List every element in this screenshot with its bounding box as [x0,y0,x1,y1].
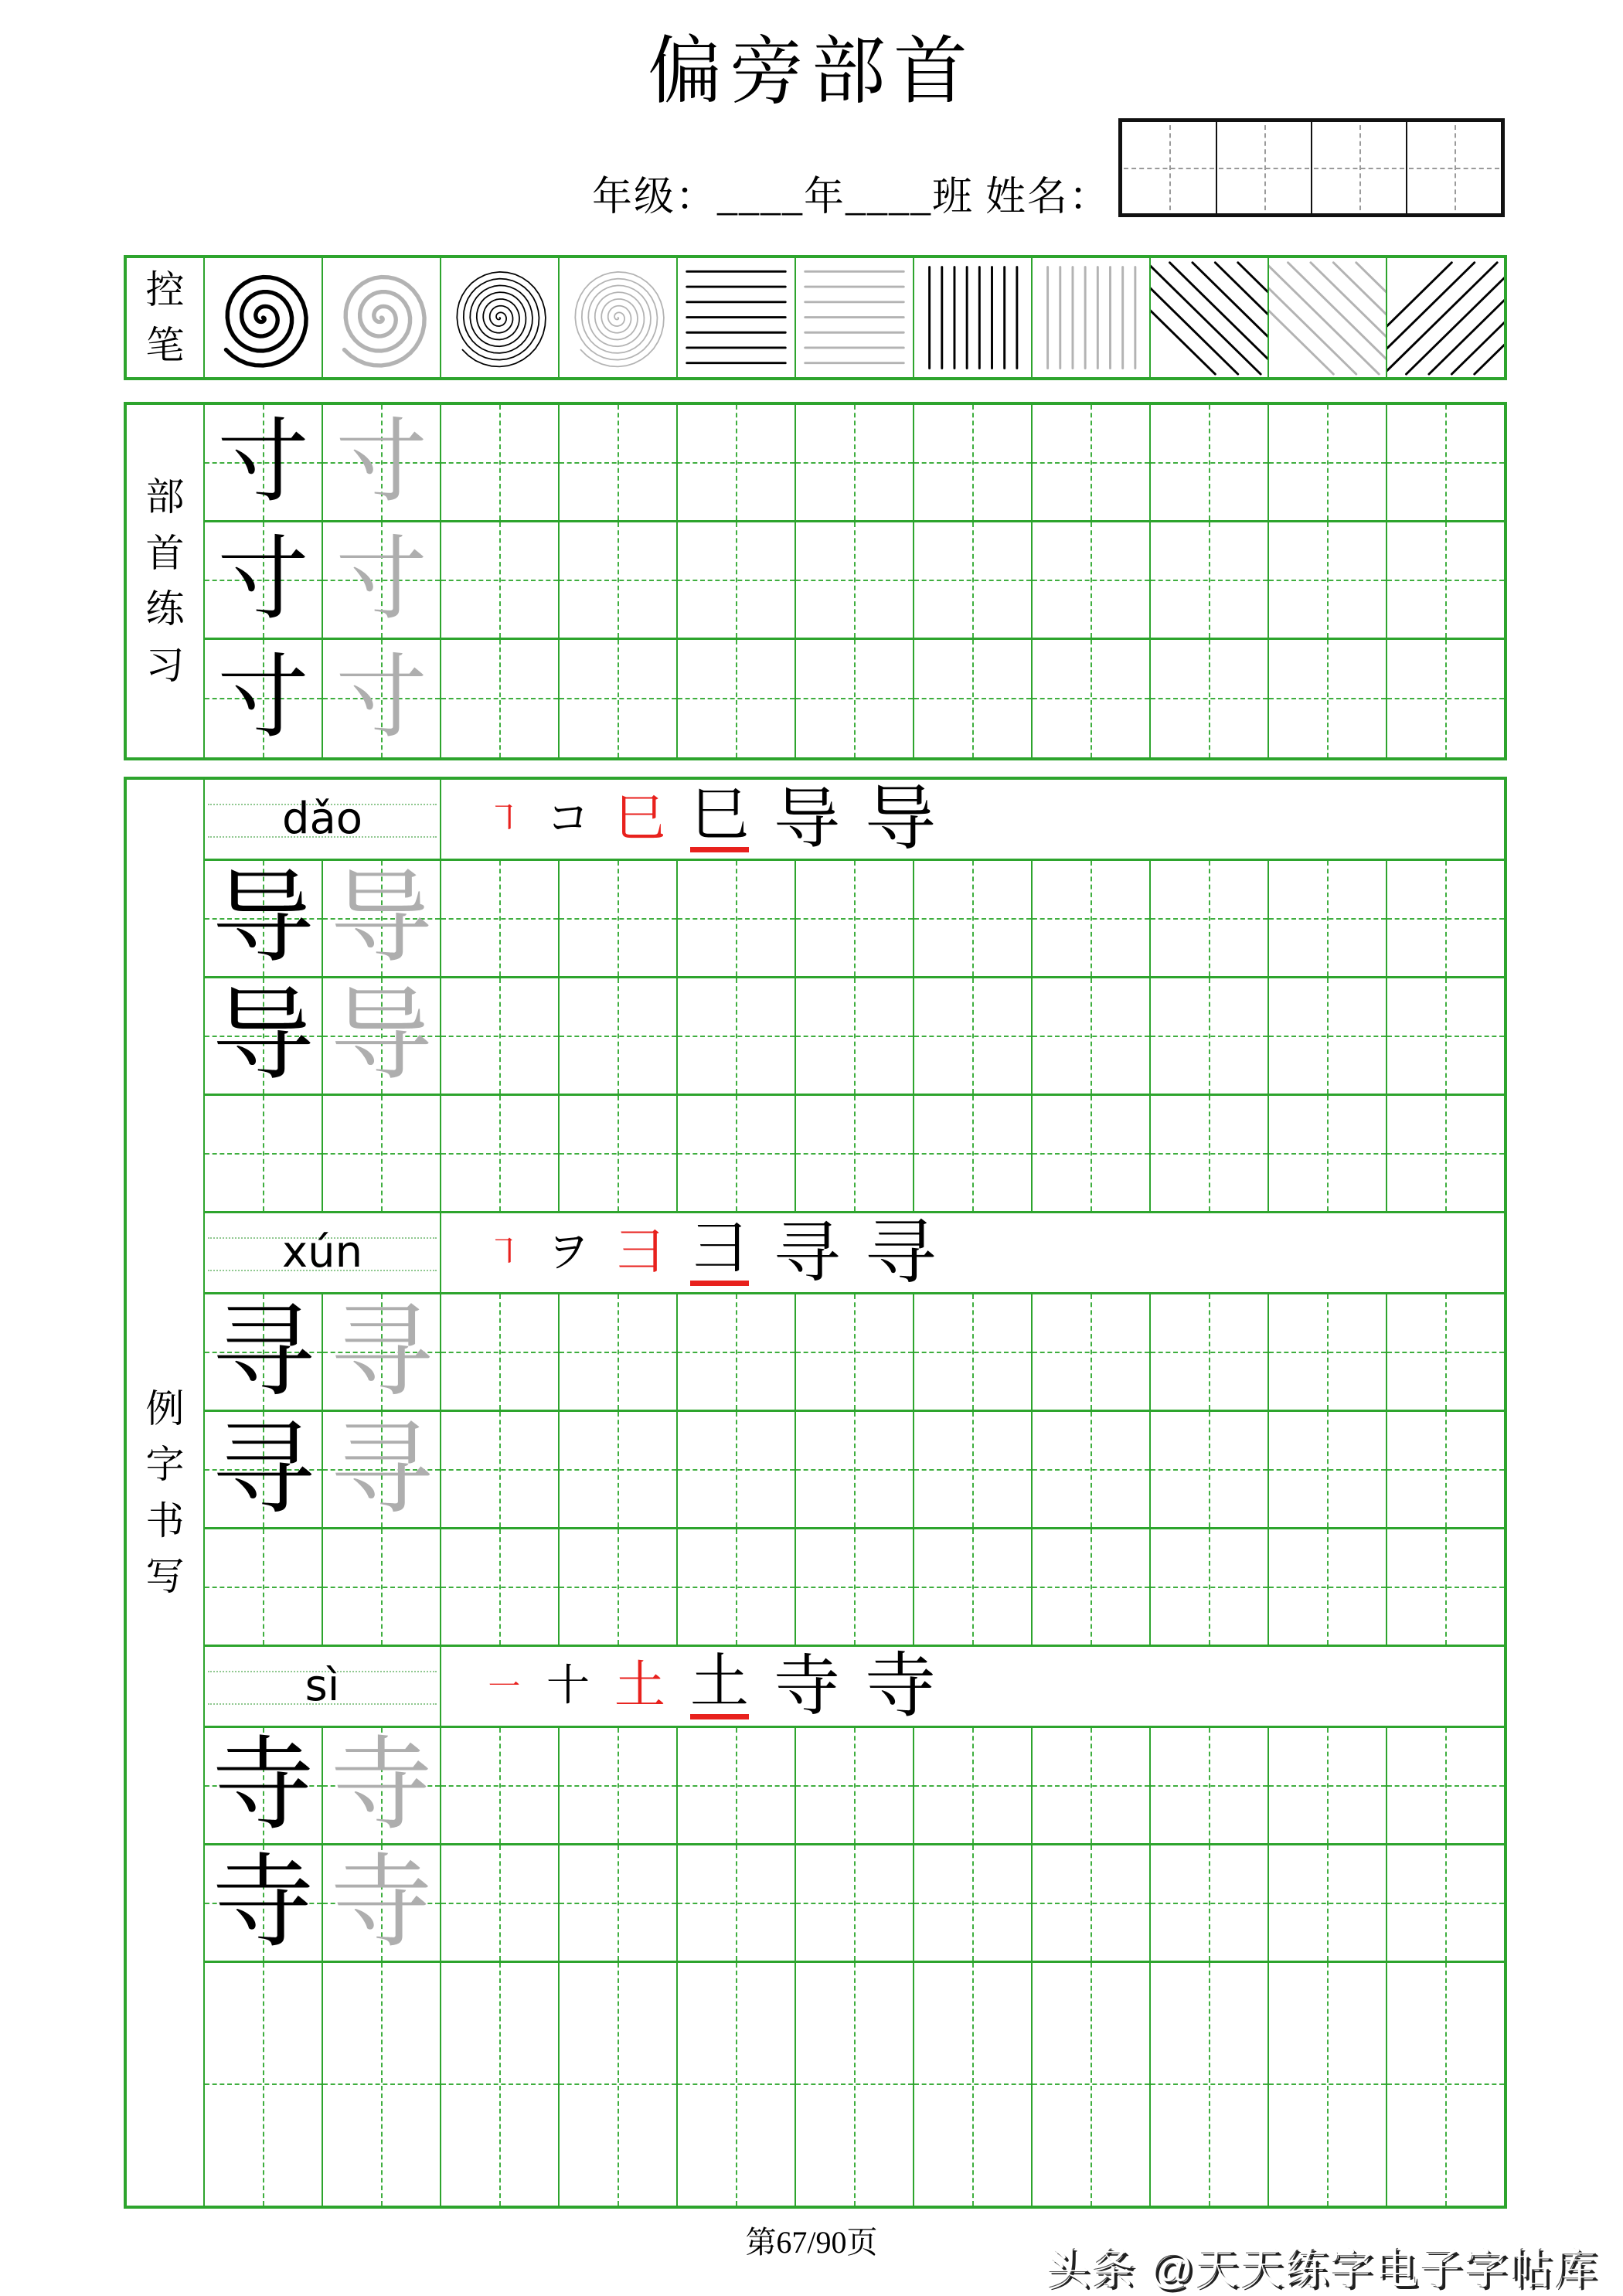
trace-char: 导 [330,978,433,1093]
empty-practice-cell [796,640,914,757]
stroke-order-sequence [441,1213,1504,1292]
pen-pattern-lines-vertical-black [914,258,1033,377]
empty-practice-cell [796,1294,914,1410]
empty-practice-cell [1033,640,1151,757]
example-char-cell [205,1845,323,1961]
pinyin-cell [205,1213,441,1292]
name-writing-grid [1118,118,1505,217]
empty-practice-cell [1387,978,1504,1094]
empty-practice-cell [441,1728,560,1843]
empty-practice-cell [441,861,560,976]
name-grid-cell [1217,122,1312,213]
radical-practice-label: 部首练习 [127,405,205,757]
empty-practice-cell [441,640,560,757]
pinyin-text: sì [305,1661,340,1711]
empty-practice-cell [1269,861,1387,976]
empty-practice-cell [1033,978,1151,1094]
example-writing-grid [205,780,1504,2206]
empty-practice-cell [1387,522,1504,638]
empty-practice-cell [1151,1294,1269,1410]
pinyin-cell [205,1647,441,1726]
name-grid-cell [1122,122,1217,213]
empty-practice-cell [678,861,796,976]
empty-practice-cell [560,1529,678,1645]
example-writing-row [205,1412,1504,1529]
example-char: 寸 [217,648,309,749]
empty-practice-cell [914,1963,1033,2206]
empty-practice-row [205,1096,1504,1213]
trace-char-cell [323,1845,441,1961]
stroke-step: 导 [774,782,840,856]
example-writing-row [205,978,1504,1096]
empty-practice-cell [441,1963,560,2206]
empty-practice-cell [1033,861,1151,976]
watermark-text: 头条 @天天练字电子字帖库 [1046,2244,1598,2293]
example-char-cell [205,1529,323,1645]
empty-practice-row [205,1963,1504,2206]
radical-practice-row [205,522,1504,640]
empty-practice-cell [1387,640,1504,757]
trace-char: 寻 [330,1294,433,1409]
pen-pattern-lines-vertical-gray [1033,258,1151,377]
trace-char: 导 [330,861,433,975]
empty-practice-cell [1269,1529,1387,1645]
empty-practice-cell [441,1845,560,1961]
trace-char-cell [323,1412,441,1527]
empty-practice-cell [560,978,678,1094]
empty-practice-cell [560,640,678,757]
pen-pattern-lines-horizontal-black [678,258,796,377]
empty-practice-cell [914,1294,1033,1410]
stroke-step: 土 [614,1658,665,1714]
empty-practice-cell [796,1529,914,1645]
empty-practice-cell [1269,1096,1387,1211]
trace-char: 寸 [335,648,427,749]
stroke-order-sequence [441,780,1504,859]
empty-practice-cell [914,522,1033,638]
empty-practice-cell [796,1845,914,1961]
stroke-step: 彐 [614,1224,665,1281]
stroke-step: 寺 [865,1647,937,1726]
stroke-step: 寺 [774,1649,840,1723]
example-char: 寸 [217,529,309,631]
trace-char-cell [323,861,441,976]
empty-practice-cell [678,1294,796,1410]
empty-practice-cell [1033,1845,1151,1961]
example-writing-row [205,1728,1504,1845]
empty-practice-cell [1387,1529,1504,1645]
empty-practice-cell [1033,1963,1151,2206]
empty-practice-cell [678,640,796,757]
example-char-cell [205,1096,323,1211]
pinyin-stroke-row [205,780,1504,861]
empty-practice-cell [914,1728,1033,1843]
pen-pattern-lines-diagonal-up-black [1387,258,1504,377]
page-number: 第67/90页 [745,2225,878,2260]
pinyin-cell [205,780,441,859]
example-char-cell [205,1294,323,1410]
stroke-step: 十 [546,1662,590,1710]
empty-practice-cell [914,1529,1033,1645]
radical-practice-row [205,405,1504,522]
empty-practice-cell [441,978,560,1094]
empty-practice-cell [678,1963,796,2206]
empty-practice-cell [678,978,796,1094]
example-char-cell [205,522,323,638]
empty-practice-cell [560,1845,678,1961]
empty-practice-cell [1151,1845,1269,1961]
pen-pattern-spiral-fine-black [441,258,560,377]
stroke-step: ㇕ [486,1233,522,1272]
empty-practice-cell [914,1845,1033,1961]
trace-char: 寺 [330,1845,433,1960]
empty-practice-cell [1033,1529,1151,1645]
trace-char-cell [323,405,441,520]
example-char: 导 [212,861,315,975]
empty-practice-cell [678,1845,796,1961]
empty-practice-cell [678,1412,796,1527]
empty-practice-cell [1387,1412,1504,1527]
example-char: 寺 [212,1728,315,1842]
empty-practice-cell [441,1294,560,1410]
example-writing-label: 例字书写 [127,780,205,2206]
example-char-cell [205,978,323,1094]
pen-control-section [124,255,1507,380]
empty-practice-cell [1387,405,1504,520]
stroke-step: コ [546,795,590,843]
example-char-cell [205,1412,323,1527]
empty-practice-cell [1033,1294,1151,1410]
example-char-cell [205,1963,323,2206]
stroke-step: ヲ [546,1229,590,1277]
example-char-cell [205,861,323,976]
empty-practice-row [205,1529,1504,1647]
empty-practice-cell [560,861,678,976]
example-char: 寻 [212,1294,315,1409]
stroke-step: 导 [865,780,937,859]
empty-practice-cell [560,522,678,638]
example-writing-section [124,777,1507,2209]
empty-practice-cell [1269,1294,1387,1410]
pinyin-stroke-row [205,1213,1504,1294]
radical-practice-row [205,640,1504,757]
stroke-order-sequence [441,1647,1504,1726]
pinyin-text: xún [281,1227,363,1277]
empty-practice-cell [796,522,914,638]
empty-practice-cell [1387,1845,1504,1961]
pen-control-label: 控笔 [127,258,205,377]
empty-practice-cell [678,1096,796,1211]
pen-pattern-spiral-coarse-gray [323,258,441,377]
radical-practice-grid [205,405,1504,757]
radical-practice-section [124,402,1507,760]
pen-pattern-spiral-coarse-black [205,258,323,377]
empty-practice-cell [441,522,560,638]
trace-char-cell [323,1096,441,1211]
empty-practice-cell [1151,1728,1269,1843]
empty-practice-cell [1151,861,1269,976]
empty-practice-cell [441,1096,560,1211]
name-grid-cell [1407,122,1501,213]
empty-practice-cell [1269,978,1387,1094]
empty-practice-cell [914,978,1033,1094]
empty-practice-cell [1387,1096,1504,1211]
empty-practice-cell [796,1963,914,2206]
empty-practice-cell [560,1963,678,2206]
empty-practice-cell [678,405,796,520]
pen-pattern-lines-diagonal-down-gray [1269,258,1387,377]
empty-practice-cell [678,1529,796,1645]
trace-char: 寻 [330,1412,433,1526]
empty-practice-cell [1033,1096,1151,1211]
empty-practice-cell [441,1412,560,1527]
empty-practice-cell [560,1294,678,1410]
trace-char-cell [323,1728,441,1843]
example-writing-row [205,861,1504,978]
empty-practice-cell [1151,978,1269,1094]
stroke-step: 寻 [865,1213,937,1292]
empty-practice-cell [914,1412,1033,1527]
stroke-step: ㇕ [486,799,522,838]
trace-char-cell [323,978,441,1094]
pinyin-stroke-row [205,1647,1504,1728]
empty-practice-cell [1269,1963,1387,2206]
empty-practice-cell [1151,1529,1269,1645]
pen-control-grid [205,258,1504,377]
empty-practice-cell [796,1412,914,1527]
empty-practice-cell [560,1412,678,1527]
trace-char-cell [323,1294,441,1410]
example-char: 寸 [217,411,309,513]
example-writing-row [205,1294,1504,1412]
empty-practice-cell [1033,522,1151,638]
example-char-cell [205,1728,323,1843]
empty-practice-cell [1151,1412,1269,1527]
example-writing-row [205,1845,1504,1963]
pen-pattern-spiral-fine-gray [560,258,678,377]
empty-practice-cell [1033,405,1151,520]
empty-practice-cell [1387,1728,1504,1843]
empty-practice-cell [1269,522,1387,638]
empty-practice-cell [796,1096,914,1211]
empty-practice-cell [560,1728,678,1843]
empty-practice-cell [1269,405,1387,520]
grade-class-name-line: 年级：____年____班 姓名： [591,175,1111,219]
example-char-cell [205,405,323,520]
empty-practice-cell [1151,405,1269,520]
page-title: 偏旁部首 [648,30,975,113]
empty-practice-cell [1387,1294,1504,1410]
stroke-step: 土 [690,1653,749,1719]
example-char: 寺 [212,1845,315,1960]
empty-practice-cell [1033,1412,1151,1527]
example-char: 寻 [212,1412,315,1526]
empty-practice-cell [678,522,796,638]
trace-char: 寺 [330,1728,433,1842]
example-char-cell [205,640,323,757]
pen-pattern-lines-diagonal-down-black [1151,258,1269,377]
empty-practice-cell [1151,522,1269,638]
trace-char: 寸 [335,411,427,513]
empty-practice-cell [441,405,560,520]
trace-char-cell [323,522,441,638]
stroke-step: 彐 [690,1219,749,1286]
stroke-step: 巳 [614,791,665,847]
pen-pattern-lines-horizontal-gray [796,258,914,377]
empty-practice-cell [914,405,1033,520]
empty-practice-cell [914,861,1033,976]
empty-practice-cell [1269,640,1387,757]
empty-practice-cell [1033,1728,1151,1843]
empty-practice-cell [560,405,678,520]
stroke-step: 巳 [690,786,749,852]
trace-char-cell [323,1963,441,2206]
empty-practice-cell [796,1728,914,1843]
name-grid-cell [1312,122,1407,213]
empty-practice-cell [1151,640,1269,757]
stroke-step: ㇐ [486,1666,522,1706]
empty-practice-cell [1151,1096,1269,1211]
trace-char-cell [323,1529,441,1645]
empty-practice-cell [914,640,1033,757]
empty-practice-cell [796,861,914,976]
empty-practice-cell [1387,861,1504,976]
empty-practice-cell [914,1096,1033,1211]
empty-practice-cell [1269,1412,1387,1527]
empty-practice-cell [796,978,914,1094]
example-char: 导 [212,978,315,1093]
pinyin-text: dǎo [281,794,363,844]
empty-practice-cell [796,405,914,520]
empty-practice-cell [560,1096,678,1211]
empty-practice-cell [1387,1963,1504,2206]
empty-practice-cell [1269,1728,1387,1843]
empty-practice-cell [441,1529,560,1645]
empty-practice-cell [678,1728,796,1843]
trace-char: 寸 [335,529,427,631]
empty-practice-cell [1269,1845,1387,1961]
trace-char-cell [323,640,441,757]
stroke-step: 寻 [774,1216,840,1290]
empty-practice-cell [1151,1963,1269,2206]
